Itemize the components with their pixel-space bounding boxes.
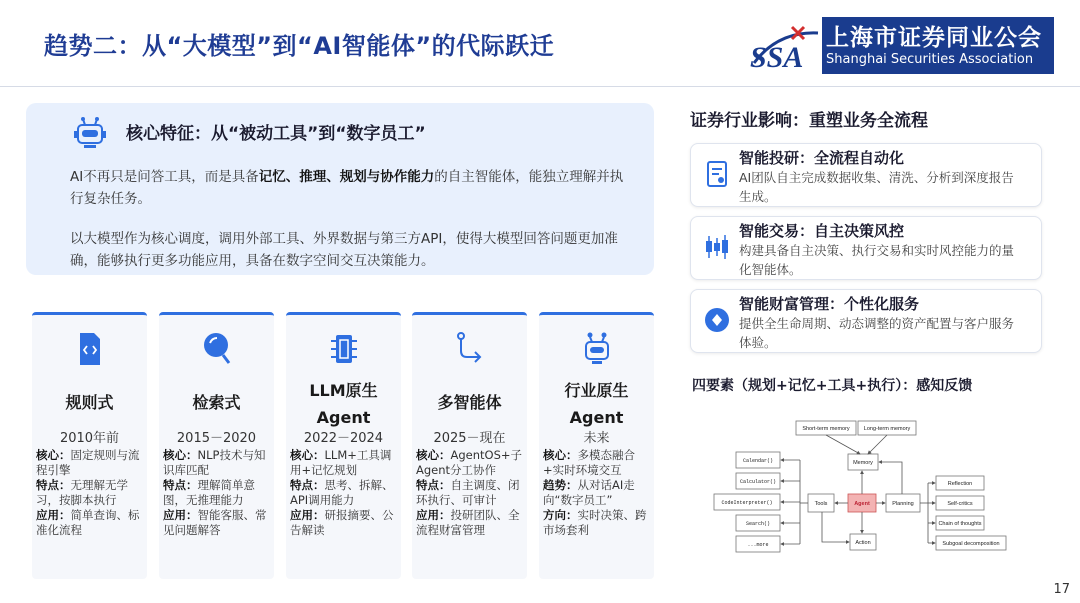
tool-search-label: Search() bbox=[745, 521, 771, 527]
ssa-logo-mark bbox=[748, 23, 822, 75]
page-number: 17 bbox=[1053, 582, 1070, 597]
impact-description: AI团队自主完成数据收集、清洗、分析到深度报告生成。 bbox=[739, 170, 1014, 204]
stage-name: 规则式 bbox=[65, 393, 114, 412]
impact-description: 构建具备自主决策、执行交易和实时风控能力的量化智能体。 bbox=[739, 243, 1015, 277]
impact-title: 智能交易：自主决策风控 bbox=[739, 222, 905, 240]
plan-reflection-label: Reflection bbox=[947, 481, 973, 487]
stage-description: 核心：AgentOS+子Agent分工协作 特点：自主调度、闭环执行、可审计 应用：投研团队、全流程财富管理 bbox=[416, 448, 523, 537]
short-term-memory-label: Short-term memory bbox=[802, 426, 850, 432]
stage-description: 核心：多模态融合+实时环境交互 趋势：从对话AI走向“数字员工” 方向：实时决策、跨市场套利 bbox=[543, 448, 647, 537]
code-file-icon bbox=[32, 331, 147, 371]
tool-calendar-label: Calendar() bbox=[742, 458, 774, 464]
tools-label: Tools bbox=[814, 501, 828, 507]
impact-card-trading bbox=[690, 216, 1042, 280]
core-highlight: 记忆、推理、规划与协作能力 bbox=[258, 169, 435, 185]
page-title: 趋势二：从“大模型”到“AI智能体”的代际跃迁 bbox=[44, 32, 555, 60]
stage-card-industry-agent bbox=[539, 312, 654, 579]
logo-mark-text: SSA bbox=[750, 41, 804, 74]
tool-calculator-label: Calculator() bbox=[739, 479, 777, 485]
stage-period: 2010年前 bbox=[59, 431, 120, 446]
stage-card-retrieval bbox=[159, 312, 274, 579]
plan-subgoal-label: Subgoal decomposition bbox=[942, 541, 1000, 547]
stage-card-multi-agent bbox=[412, 312, 527, 579]
stage-name: LLM原生 Agent bbox=[309, 381, 378, 427]
stage-period: 2015－2020 bbox=[176, 431, 257, 446]
tool-more-label: ...more bbox=[747, 542, 769, 548]
plan-selfcritics-label: Self-critics bbox=[947, 501, 973, 507]
agent-label: Agent bbox=[854, 501, 870, 507]
ssa-logo bbox=[748, 17, 1056, 75]
stage-description: 核心：NLP技术与知识库匹配 特点：理解简单意图，无推理能力 应用：智能客服、常见问题解答 bbox=[163, 448, 267, 537]
logo-english-name: Shanghai Securities Association bbox=[826, 52, 1034, 67]
stage-period: 2025－现在 bbox=[433, 431, 506, 446]
report-icon bbox=[703, 160, 731, 188]
action-label: Action bbox=[855, 540, 871, 546]
stage-name: 行业原生 Agent bbox=[564, 381, 629, 427]
workflow-icon bbox=[412, 331, 527, 371]
impact-title: 智能财富管理：个性化服务 bbox=[739, 295, 920, 313]
planning-label: Planning bbox=[892, 501, 914, 507]
four-elements-heading: 四要素（规划+记忆+工具+执行）：感知反馈 bbox=[692, 378, 973, 394]
impact-card-research bbox=[690, 143, 1042, 207]
candlestick-icon bbox=[703, 233, 731, 261]
stage-name: 检索式 bbox=[192, 393, 241, 412]
stage-period: 2022－2024 bbox=[303, 431, 384, 446]
chip-icon bbox=[286, 331, 401, 371]
stage-card-rule-based bbox=[32, 312, 147, 579]
core-paragraph-1: AI不再只是问答工具，而是具备记忆、推理、规划与协作能力的自主智能体，能独立理解并执行复杂任务。 bbox=[70, 169, 624, 207]
header-divider bbox=[0, 86, 1080, 87]
core-paragraph-2: 以大模型作为核心调度，调用外部工具、外界数据与第三方API，使得大模型回答问题更加准确，能够执行更多功能应用，具备在数字空间交互决策能力。 bbox=[70, 231, 618, 269]
memory-label: Memory bbox=[853, 460, 873, 466]
impact-heading: 证券行业影响：重塑业务全流程 bbox=[690, 111, 928, 131]
tool-codeinterpreter-label: CodeInterpreter() bbox=[721, 500, 773, 506]
stage-card-llm-agent bbox=[286, 312, 401, 579]
impact-description: 提供全生命周期、动态调整的资产配置与客户服务体验。 bbox=[739, 316, 1015, 350]
logo-text-box bbox=[822, 17, 1054, 74]
stage-name: 多智能体 bbox=[437, 393, 502, 412]
impact-title: 智能投研：全流程自动化 bbox=[739, 149, 905, 167]
diamond-icon bbox=[703, 306, 731, 334]
core-feature-title: 核心特征：从“被动工具”到“数字员工” bbox=[126, 124, 426, 144]
search-icon bbox=[159, 331, 274, 371]
core-feature-panel bbox=[26, 103, 654, 275]
impact-card-wealth bbox=[690, 289, 1042, 353]
robot-icon bbox=[72, 115, 108, 151]
robot-icon bbox=[539, 331, 654, 371]
plan-cot-label: Chain of thoughts bbox=[938, 521, 982, 527]
stage-period: 未来 bbox=[583, 431, 610, 446]
agent-architecture-diagram bbox=[712, 420, 1012, 556]
logo-chinese-name: 上海市证券同业公会 bbox=[826, 25, 1042, 51]
stage-description: 核心：LLM+工具调用+记忆规划 特点：思考、拆解、API调用能力 应用：研报摘要、公告解读 bbox=[290, 448, 394, 537]
stage-description: 核心：固定规则与流程引擎 特点：无理解无学习，按脚本执行 应用：简单查询、标准化流程 bbox=[36, 448, 140, 537]
long-term-memory-label: Long-term memory bbox=[863, 426, 911, 432]
